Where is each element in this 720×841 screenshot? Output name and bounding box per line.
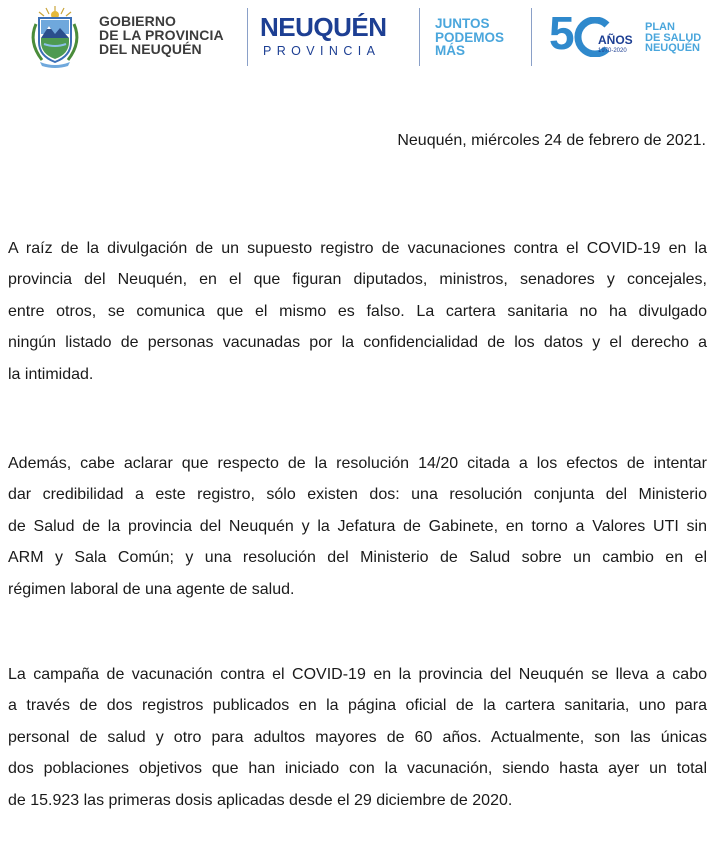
- paragraph-line: provincia del Neuquén, en el que figuran diputados, ministros, senadores y concejales,: [8, 271, 707, 289]
- government-name: [99, 14, 224, 56]
- header-divider: [531, 8, 532, 66]
- anniversary-years: 1970-2020: [598, 48, 627, 54]
- plan-line-2: DE SALUD: [645, 31, 702, 44]
- slogan-line-3: MÁS: [435, 43, 465, 58]
- brand-subtitle: PROVINCIA: [263, 44, 381, 58]
- paragraph-line: A raíz de la divulgación de un supuesto registro de vacunaciones contra el COVID-19 en la: [8, 240, 707, 257]
- paragraph-line: ARM y Sala Común; y una resolución del Ministerio de Salud sobre un cambio en el: [8, 549, 707, 567]
- paragraph-line: dar credibilidad a este registro, sólo existen dos: una resolución conjunta del Ministerio: [8, 486, 707, 504]
- paragraph-line: a través de dos registros publicados en la página oficial de la cartera sanitaria, uno para: [8, 697, 707, 715]
- header-divider: [419, 8, 420, 66]
- paragraph-line: La campaña de vacunación contra el COVID-19 en la provincia del Neuquén se lleva a cabo: [8, 666, 707, 683]
- paragraph-line: personal de salud y otro para adultos mayores de 60 años. Actualmente, son las únicas: [8, 728, 707, 746]
- government-line-1: GOBIERNO: [99, 13, 177, 29]
- paragraph-line: la intimidad.: [8, 365, 94, 383]
- document-date: Neuquén, miércoles 24 de febrero de 2021.: [397, 132, 706, 149]
- paragraph-3: [8, 659, 707, 816]
- government-line-2: DE LA PROVINCIA: [99, 27, 224, 43]
- anniversary-number: 5: [549, 7, 575, 59]
- paragraph-2: [8, 448, 707, 605]
- anniversary-logo: [549, 7, 714, 62]
- coat-of-arms-icon: [22, 4, 88, 70]
- paragraph-line: de Salud de la provincia del Neuquén y la Jefatura de Gabinete, en torno a Valores UTI sin: [8, 517, 707, 535]
- paragraph-line: régimen laboral de una agente de salud.: [8, 580, 295, 598]
- paragraph-line: entre otros, se comunica que el mismo es falso. La cartera sanitaria no ha divulgado: [8, 302, 707, 320]
- paragraph-line: de 15.923 las primeras dosis aplicadas desde el 29 diciembre de 2020.: [8, 791, 513, 809]
- paragraph-1: [8, 233, 707, 390]
- slogan: [435, 17, 504, 58]
- neuquen-brand: [260, 14, 400, 58]
- letterhead: [0, 0, 720, 72]
- government-line-3: DEL NEUQUÉN: [99, 41, 202, 57]
- slogan-line-1: JUNTOS: [435, 16, 490, 31]
- paragraph-line: dos poblaciones objetivos que han iniciado con la vacunación, siendo hasta ayer un total: [8, 760, 707, 778]
- slogan-line-2: PODEMOS: [435, 29, 505, 45]
- anniversary-anos: AÑOS: [598, 33, 633, 47]
- plan-de-salud: [645, 22, 701, 54]
- brand-title: NEUQUÉN: [260, 12, 387, 42]
- paragraph-line: ningún listado de personas vacunadas por la confidencialidad de los datos y el derecho a: [8, 334, 707, 352]
- plan-line-1: PLAN: [645, 21, 675, 33]
- paragraph-line: Además, cabe aclarar que respecto de la resolución 14/20 citada a los efectos de intentar: [8, 455, 707, 472]
- header-divider: [247, 8, 248, 66]
- plan-line-3: NEUQUÉN: [645, 42, 701, 54]
